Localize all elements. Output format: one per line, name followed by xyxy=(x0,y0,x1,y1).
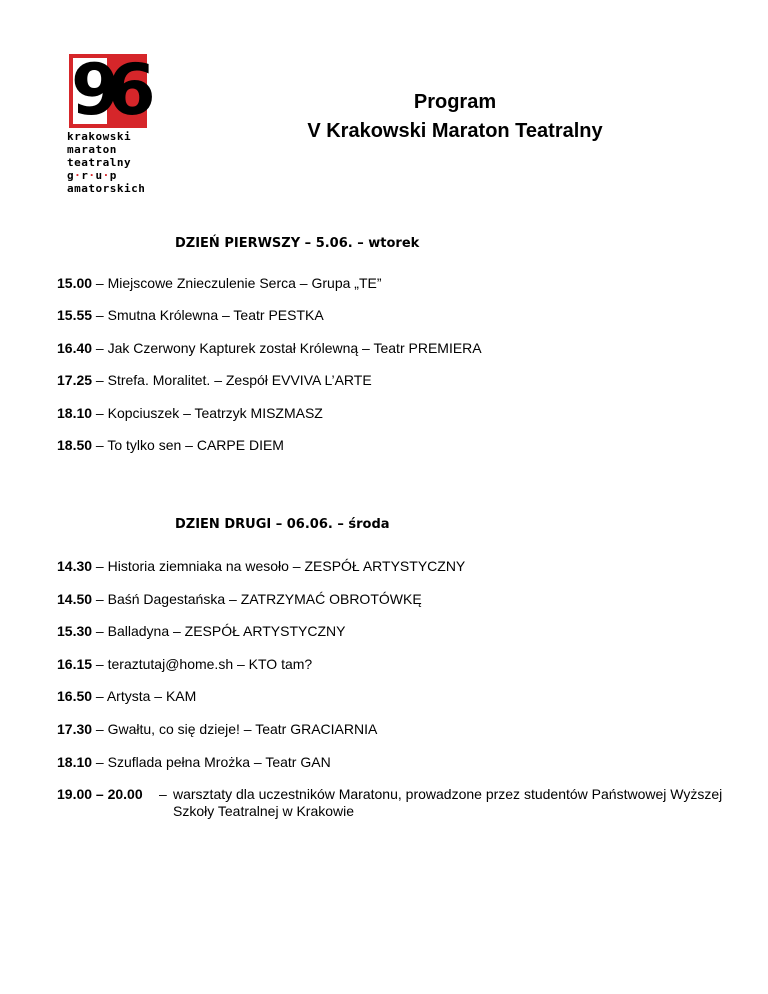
program-entry xyxy=(57,753,331,771)
logo-glyph-right: 6 xyxy=(107,49,156,131)
entry-text: – teraztutaj@home.sh – KTO tam? xyxy=(92,656,313,672)
entry-time: 18.50 xyxy=(57,437,93,453)
program-entry xyxy=(57,720,377,738)
logo-line: g·r·u·p xyxy=(67,169,117,182)
program-entry xyxy=(57,274,382,292)
program-entry xyxy=(57,306,324,324)
entry-text: – Szuflada pełna Mrożka – Teatr GAN xyxy=(92,754,331,770)
program-entry xyxy=(57,339,482,357)
entry-time: 15.55 xyxy=(57,307,93,323)
program-entry xyxy=(57,404,323,422)
entry-time: 17.25 xyxy=(57,372,93,388)
entry-text: – Gwałtu, co się dzieje! – Teatr GRACIARNIA xyxy=(92,721,378,737)
entry-time: 16.15 xyxy=(57,656,93,672)
entry-text: – Baśń Dagestańska – ZATRZYMAĆ OBROTÓWKĘ xyxy=(92,591,422,607)
program-entry xyxy=(57,655,312,673)
entry-time: 16.40 xyxy=(57,340,93,356)
program-entry xyxy=(57,371,372,389)
logo-glyph-left: 9 xyxy=(71,49,120,131)
workshop-time: 19.00 – 20.00 xyxy=(57,786,143,802)
day1-heading: DZIEŃ PIERWSZY – 5.06. – wtorek xyxy=(175,236,420,251)
entry-time: 17.30 xyxy=(57,721,93,737)
workshop-dash: – xyxy=(159,786,167,802)
workshop-description: warsztaty dla uczestników Maratonu, prowadzone przez studentów Państwowej Wyższej Szkoły Teatralnej w Krakowie xyxy=(173,786,723,819)
festival-logo xyxy=(62,49,156,204)
logo-line: amatorskich xyxy=(67,182,146,195)
entry-time: 15.30 xyxy=(57,623,93,639)
entry-text: – Artysta – KAM xyxy=(92,688,197,704)
day2-heading: DZIEN DRUGI – 06.06. – środa xyxy=(175,517,390,532)
page-subtitle: V Krakowski Maraton Teatralny xyxy=(307,120,603,142)
program-entry xyxy=(57,622,345,640)
entry-text: – Historia ziemniaka na wesoło – ZESPÓŁ ARTYSTYCZNY xyxy=(92,558,466,574)
entry-text: – Smutna Królewna – Teatr PESTKA xyxy=(92,307,324,323)
entry-time: 14.50 xyxy=(57,591,93,607)
entry-time: 18.10 xyxy=(57,754,93,770)
program-entry xyxy=(57,557,465,575)
program-entry xyxy=(57,687,196,705)
logo-wordmark xyxy=(67,130,157,195)
logo-line: teatralny xyxy=(67,156,132,169)
entry-text: – Balladyna – ZESPÓŁ ARTYSTYCZNY xyxy=(92,623,346,639)
logo-mark xyxy=(69,49,156,131)
entry-text: – Kopciuszek – Teatrzyk MISZMASZ xyxy=(92,405,323,421)
entry-text: – Miejscowe Znieczulenie Serca – Grupa „TE” xyxy=(92,275,382,291)
entry-text: – Jak Czerwony Kapturek został Królewną – Teatr PREMIERA xyxy=(92,340,482,356)
entry-text: – To tylko sen – CARPE DIEM xyxy=(92,437,284,453)
entry-time: 16.50 xyxy=(57,688,93,704)
logo-line: maraton xyxy=(67,143,117,156)
entry-time: 14.30 xyxy=(57,558,93,574)
entry-time: 18.10 xyxy=(57,405,93,421)
entry-time: 15.00 xyxy=(57,275,93,291)
page-title: Program xyxy=(413,91,497,113)
program-entry xyxy=(57,436,284,454)
entry-text: – Strefa. Moralitet. – Zespół EVVIVA L’ARTE xyxy=(92,372,372,388)
program-entry xyxy=(57,590,422,608)
logo-line: krakowski xyxy=(67,130,132,143)
